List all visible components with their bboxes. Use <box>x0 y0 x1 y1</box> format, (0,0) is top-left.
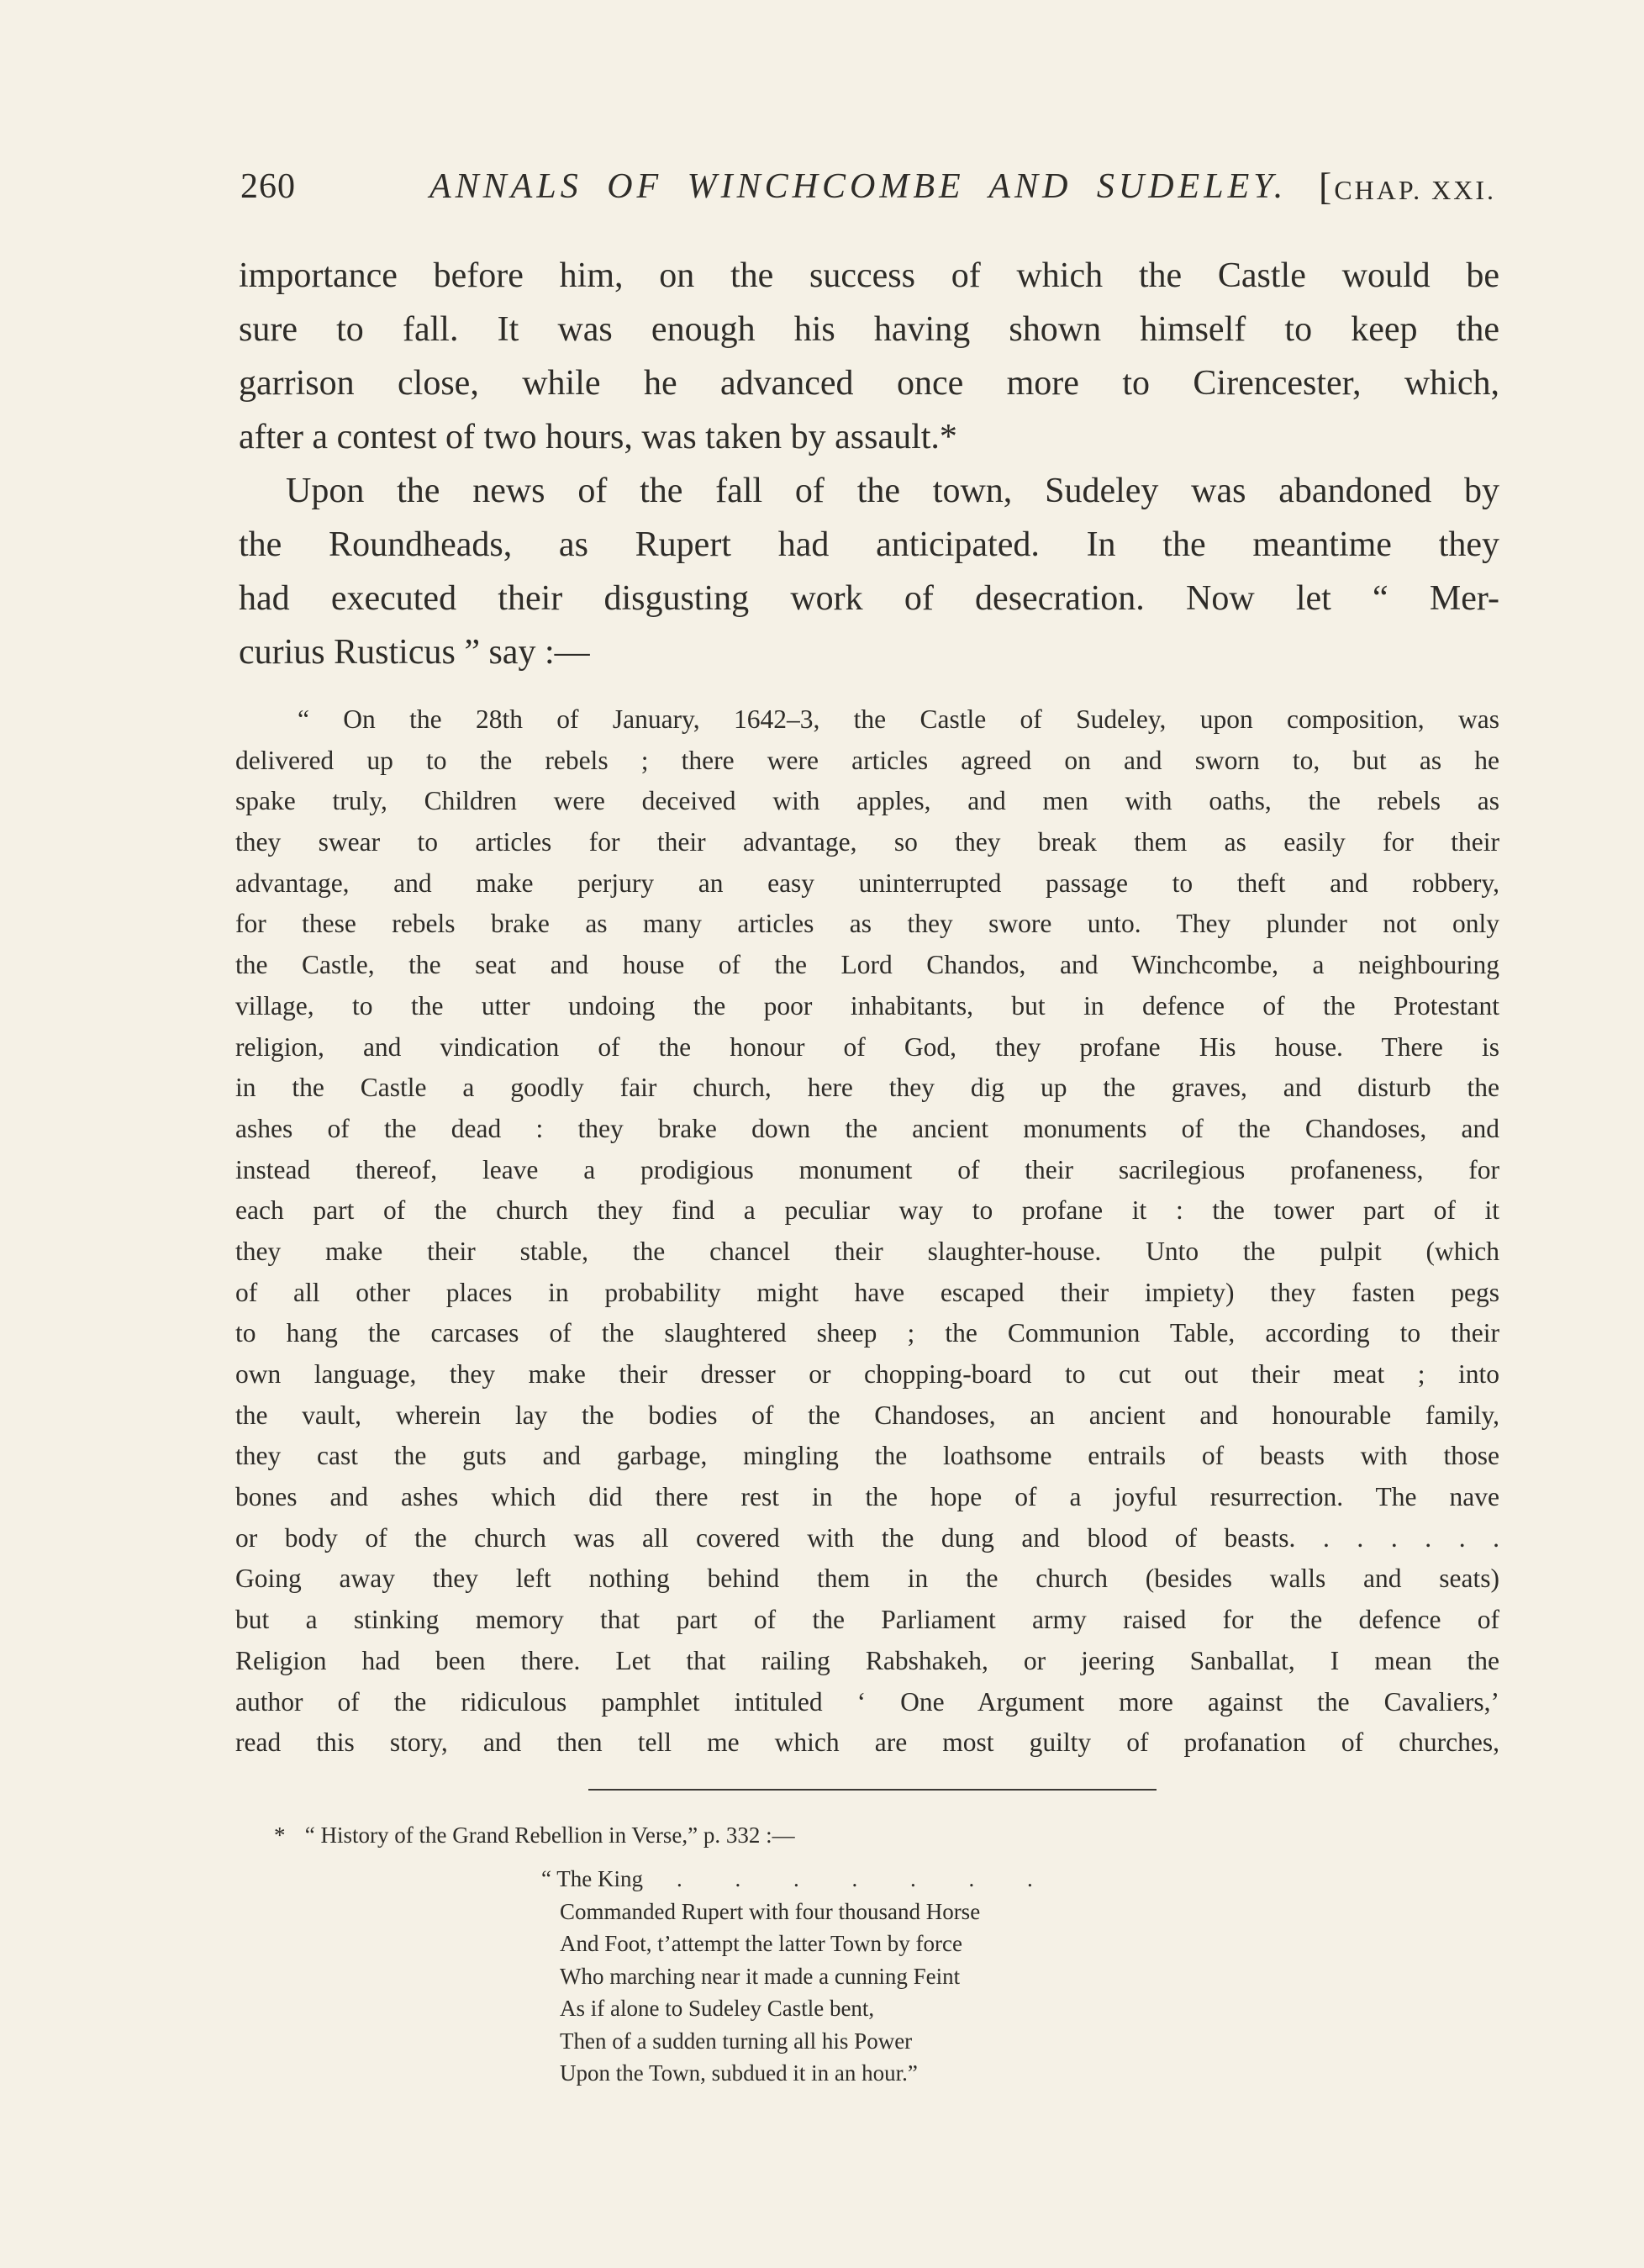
quotation-line: Religion had been there. Let that railing Rabshakeh, or jeering Sanballat, I mean the <box>235 1645 1499 1675</box>
main-text <box>239 249 1499 679</box>
quotation-line: or body of the church was all covered with the dung and blood of beasts. . . . . . . <box>235 1522 1499 1553</box>
quotation-line: advantage, and make perjury an easy uninterrupted passage to theft and robbery, <box>235 868 1499 898</box>
quotation-line: of all other places in probability might have escaped their impiety) they fasten pegs <box>235 1277 1499 1307</box>
chapter-text: CHAP. XXI. <box>1334 175 1496 205</box>
footnote-rule <box>588 1789 1157 1791</box>
quotation-line: delivered up to the rebels ; there were articles agreed on and sworn to, but as he <box>235 745 1499 775</box>
quotation-line: the Castle, the seat and house of the Lord Chandos, and Winchcombe, a neighbouring <box>235 950 1499 980</box>
quotation-line: “ On the 28th of January, 1642–3, the Castle of Sudeley, upon composition, was <box>298 704 1499 734</box>
verse-line: And Foot, t’attempt the latter Town by force <box>560 1931 962 1956</box>
quotation-line: the vault, wherein lay the bodies of the Chandoses, an ancient and honourable family, <box>235 1400 1499 1430</box>
quotation-line: they make their stable, the chancel their slaughter-house. Unto the pulpit (which <box>235 1236 1499 1266</box>
verse-line <box>541 1863 1165 1896</box>
running-header <box>240 161 1496 212</box>
quotation-line: for these rebels brake as many articles as they swore unto. They plunder not only <box>235 909 1499 939</box>
quotation-line: ashes of the dead : they brake down the ancient monuments of the Chandoses, and <box>235 1113 1499 1143</box>
quotation-line: instead thereof, leave a prodigious monument of their sacrilegious profaneness, for <box>235 1154 1499 1184</box>
verse-line: Commanded Rupert with four thousand Horse <box>560 1898 981 1924</box>
footnote-verse <box>541 1863 1165 2090</box>
book-title: ANNALS OF WINCHCOMBE AND SUDELEY. <box>429 167 1288 206</box>
verse-ellipsis: . . . . . . . <box>676 1866 1056 1891</box>
quotation-line: but a stinking memory that part of the Parliament army raised for the defence of <box>235 1605 1499 1635</box>
quotation-line: each part of the church they find a peculiar way to profane it : the tower part of it <box>235 1195 1499 1226</box>
verse-line: Upon the Town, subdued it in an hour.” <box>560 2060 918 2086</box>
main-text-line: importance before him, on the success of which the Castle would be <box>239 256 1499 295</box>
main-text-line: sure to fall. It was enough his having shown himself to keep the <box>239 310 1499 349</box>
chapter-bracket: [ <box>1318 165 1335 208</box>
verse-line: Who marching near it made a cunning Feint <box>560 1963 961 1989</box>
quotation-line: village, to the utter undoing the poor inhabitants, but in defence of the Protestant <box>235 990 1499 1021</box>
quotation-line: own language, they make their dresser or chopping-board to cut out their meat ; into <box>235 1359 1499 1389</box>
main-text-line: curius Rusticus ” say :— <box>239 633 590 672</box>
page-number: 260 <box>240 167 296 206</box>
quotation-line: they cast the guts and garbage, mingling the loathsome entrails of beasts with those <box>235 1441 1499 1471</box>
main-text-line: Upon the news of the fall of the town, Sudeley was abandoned by <box>286 472 1499 510</box>
verse-line: As if alone to Sudeley Castle bent, <box>560 1996 875 2021</box>
main-text-line: had executed their disgusting work of desecration. Now let “ Mer- <box>239 579 1499 618</box>
quotation-line: Going away they left nothing behind them in the church (besides walls and seats) <box>235 1564 1499 1594</box>
quotation-block <box>235 699 1499 1764</box>
quotation-line: author of the ridiculous pamphlet intituled ‘ One Argument more against the Cavaliers,’ <box>235 1686 1499 1717</box>
quotation-line: bones and ashes which did there rest in the hope of a joyful resurrection. The nave <box>235 1482 1499 1512</box>
footnote-marker: * <box>274 1822 286 1848</box>
quotation-line: spake truly, Children were deceived with apples, and men with oaths, the rebels as <box>235 786 1499 816</box>
verse-line: Then of a sudden turning all his Power <box>560 2028 913 2054</box>
quotation-line: religion, and vindication of the honour of God, they profane His house. There is <box>235 1031 1499 1062</box>
footnote-text: “ History of the Grand Rebellion in Verse,” p. 332 :— <box>304 1822 795 1848</box>
quotation-line: to hang the carcases of the slaughtered sheep ; the Communion Table, according to their <box>235 1318 1499 1348</box>
quotation-line: they swear to articles for their advantage, so they break them as easily for their <box>235 827 1499 857</box>
chapter-label <box>1319 161 1496 215</box>
main-text-line: the Roundheads, as Rupert had anticipated. In the meantime they <box>239 525 1499 564</box>
verse-opening: “ The King <box>541 1866 643 1891</box>
main-text-line: garrison close, while he advanced once more to Cirencester, which, <box>239 364 1499 403</box>
footnote <box>274 1814 1283 1856</box>
quotation-line: read this story, and then tell me which are most guilty of profanation of churches, <box>235 1727 1499 1758</box>
main-text-line: after a contest of two hours, was taken by assault.* <box>239 418 957 456</box>
quotation-line: in the Castle a goodly fair church, here they dig up the graves, and disturb the <box>235 1073 1499 1103</box>
